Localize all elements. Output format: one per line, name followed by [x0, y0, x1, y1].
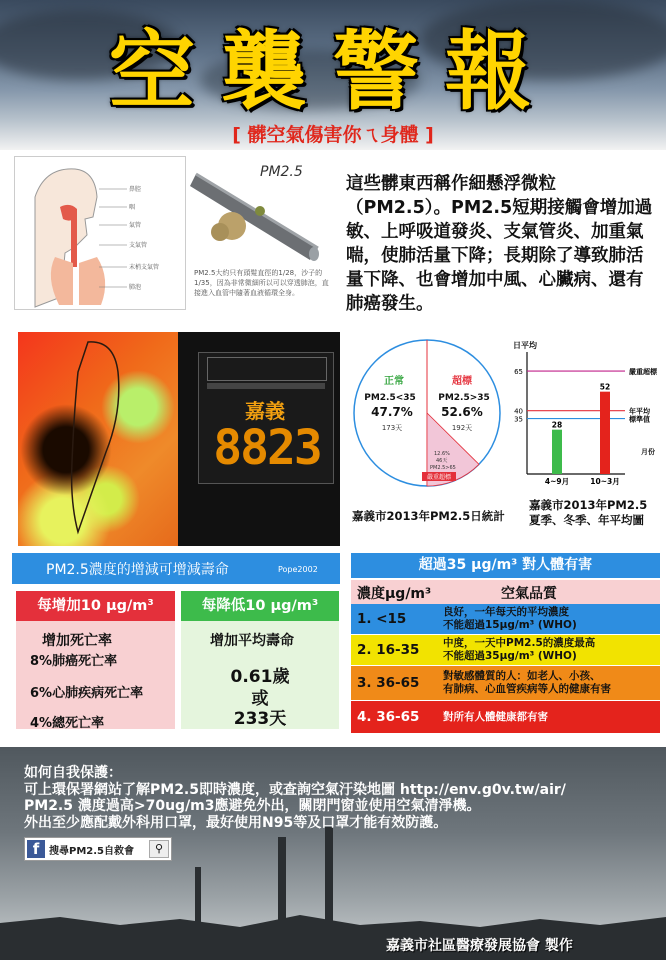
- bar-value-label-0: 28: [551, 420, 563, 430]
- city-label: 嘉義: [245, 399, 285, 423]
- bar-refline-label-40: 年平均: [629, 407, 650, 416]
- intro-paragraph: 這些髒東西稱作細懸浮微粒（PM2.5）。PM2.5短期接觸會增加過敏、上呼吸道發炎、支氣管炎、加重氣喘，使肺活量下降；長期除了導致肺活量下降、也會增加中風、心臟病、還有肺癌發生。: [346, 174, 653, 314]
- respiratory-anatomy-image: [14, 156, 186, 310]
- quality-desc-3a: 對敏感體質的人：如老人、小孩、: [443, 670, 601, 682]
- advice-line-4: 外出至少應配戴外科用口罩，最好使用N95等及口罩才能有效防護。: [24, 814, 448, 831]
- bar-xlabel: 月份: [641, 448, 655, 456]
- pie-normal-percent: 47.7%: [371, 405, 413, 419]
- svg-text:氣管: 氣管: [129, 222, 142, 229]
- increase-header: 每增加10 μg/m³: [16, 591, 175, 621]
- quality-level-1: 1. <15: [357, 611, 407, 627]
- decrease-subtitle: 增加平均壽命: [210, 633, 294, 649]
- page-title: 空襲警報: [109, 22, 557, 122]
- lifespan-table-source: Pope2002: [278, 565, 318, 574]
- advice-line-2: 可上環保署網站了解PM2.5即時濃度，或查詢空氣汙染地圖 http://env.g0v.tw/air/: [24, 781, 566, 798]
- increase-item-3: 4%總死亡率: [30, 716, 105, 731]
- quality-row-4: [351, 701, 660, 733]
- quality-desc-2a: 中度，一天中PM2.5的濃度最高: [443, 637, 596, 649]
- svg-text:末梢支氣管: 末梢支氣管: [129, 264, 160, 271]
- bar-category-1: 10~3月: [590, 477, 620, 486]
- pm25-pie-chart: [352, 338, 502, 488]
- pie-over-percent: 52.6%: [441, 405, 483, 419]
- increase-subtitle: 增加死亡率: [42, 633, 112, 649]
- decrease-or: 或: [251, 689, 269, 709]
- taiwan-pollution-map: [18, 332, 178, 546]
- pm25-reading-value: 8823: [213, 420, 321, 476]
- increase-item-1: 8%肺癌死亡率: [30, 654, 118, 669]
- svg-text:支氣管: 支氣管: [129, 242, 148, 249]
- organization-credit: 嘉義市社區醫療發展協會 製作: [386, 938, 573, 954]
- bar-1: [600, 392, 610, 474]
- quality-row-1: [351, 604, 660, 634]
- quality-level-4: 4. 36-65: [357, 709, 420, 725]
- pm-label: PM2.5: [260, 164, 303, 180]
- decrease-days: 233天: [233, 709, 287, 729]
- quality-desc-3b: 有肺病、心血管疾病等人的健康有害: [443, 683, 611, 695]
- decrease-header: 每降低10 μg/m³: [181, 591, 339, 621]
- svg-text:咽: 咽: [129, 204, 136, 211]
- bar-ytick-65: 65: [514, 368, 523, 377]
- quality-row-3: [351, 666, 660, 700]
- bar-ylabel: 日平均: [513, 341, 537, 350]
- pie-chart-caption: 嘉義市2013年PM2.5日統計: [352, 509, 505, 523]
- bar-category-0: 4~9月: [544, 477, 570, 486]
- advice-line-3: PM2.5 濃度過高>70ug/m3應避免外出，關閉門窗並使用空氣清淨機。: [24, 798, 481, 814]
- pie-severe-label: 嚴重超標: [426, 474, 452, 481]
- advice-line-1: 如何自我保護：: [24, 765, 122, 781]
- bar-refline-label-65: 嚴重超標: [629, 368, 657, 377]
- search-icon[interactable]: ⚲: [149, 840, 169, 858]
- pie-normal-days: 173天: [381, 424, 403, 432]
- quality-level-2: 2. 16-35: [357, 642, 420, 658]
- pie-severe-percent: 12.6%: [434, 451, 450, 457]
- lifespan-table-header: [12, 553, 340, 584]
- pie-label-normal: 正常: [384, 376, 404, 387]
- bar-ytick-35: 35: [514, 415, 523, 424]
- facebook-search-bar[interactable]: [24, 837, 172, 861]
- quality-desc-1a: 良好，一年每天的平均濃度: [443, 606, 569, 618]
- decrease-years: 0.61歲: [230, 667, 290, 687]
- quality-desc-1b: 不能超過15μg/m³ (WHO): [443, 619, 577, 631]
- bar-ytick-40: 40: [514, 407, 523, 416]
- pie-severe-range: PM2.5>65: [430, 465, 456, 471]
- facebook-icon: f: [27, 840, 45, 858]
- col-concentration: 濃度μg/m³: [357, 586, 432, 602]
- bar-0: [552, 430, 562, 474]
- quality-desc-4: 對所有人體健康都有害: [443, 711, 548, 723]
- pm25-size-illustration: [188, 156, 338, 321]
- quality-row-2: [351, 635, 660, 665]
- protection-advice: [24, 765, 654, 831]
- search-label: 搜尋PM2.5自救會: [49, 846, 134, 857]
- svg-text:鼻腔: 鼻腔: [129, 186, 142, 193]
- pm25-bar-chart: [505, 340, 663, 488]
- bar-value-label-1: 52: [599, 382, 611, 392]
- page-subtitle: [ 髒空氣傷害你ㄟ身體 ]: [232, 124, 434, 146]
- air-quality-col-header: [351, 580, 660, 604]
- bar-chart-caption: 嘉義市2013年PM2.5 夏季、冬季、年平均圖: [529, 498, 648, 527]
- air-quality-table-header: 超過35 μg/m³ 對人體有害: [351, 553, 660, 578]
- pie-label-over: 超標: [452, 376, 472, 387]
- increase-item-2: 6%心肺疾病死亡率: [30, 686, 144, 701]
- bar-refline-label-35: 標準值: [629, 415, 650, 424]
- quality-level-3: 3. 36-65: [357, 675, 420, 691]
- svg-text:肺泡: 肺泡: [129, 284, 142, 291]
- col-quality: 空氣品質: [501, 586, 557, 602]
- lifespan-table-title: PM2.5濃度的增減可增減壽命: [46, 562, 229, 578]
- pie-severe-days: 46天: [436, 458, 448, 464]
- illustration-caption: PM2.5大約只有頭髮直徑的1/28，沙子的1/35，因為非常微細所以可以穿透肺泡，直接進入血管中隨著血液循環全身。: [194, 269, 329, 297]
- quality-desc-2b: 不能超過35μg/m³ (WHO): [443, 650, 577, 662]
- pie-over-days: 192天: [451, 424, 473, 432]
- pie-normal-range: PM2.5<35: [364, 393, 416, 403]
- pie-over-range: PM2.5>35: [438, 393, 490, 403]
